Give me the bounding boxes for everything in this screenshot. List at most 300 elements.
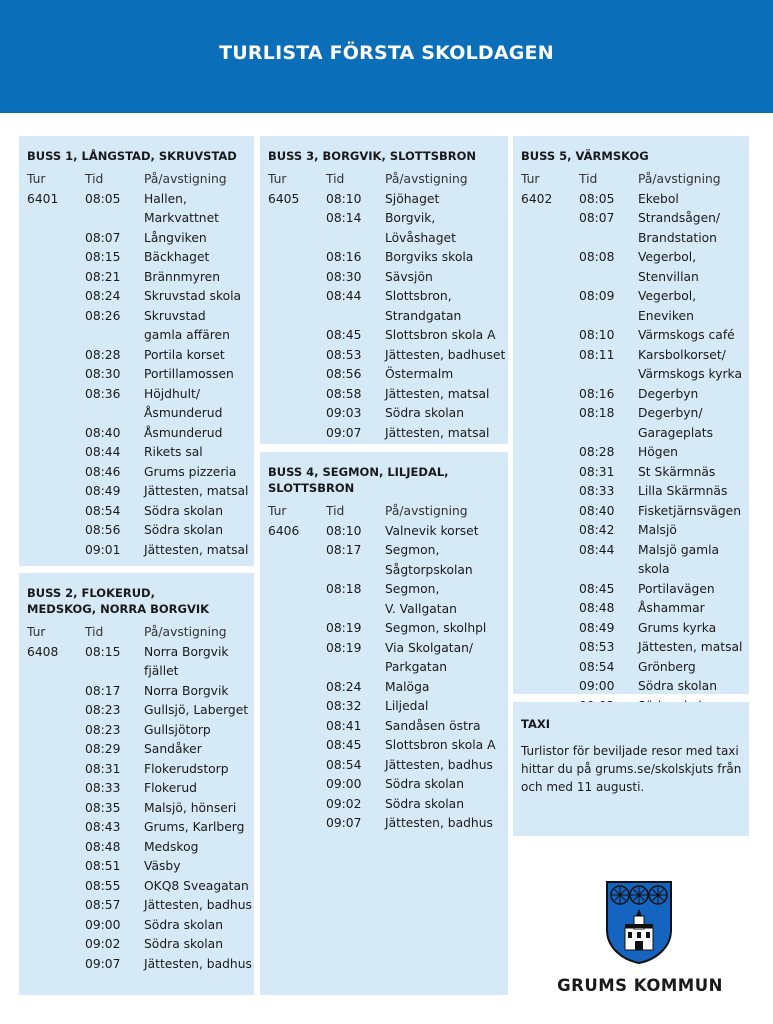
bus-4-table [268,502,508,834]
stop-cell: Slottsbron, [385,289,452,303]
stop-cell: Vegerbol, Stenvillan [638,250,699,284]
tur-cell [27,721,85,741]
stop-cell: Strandsågen/ [638,211,721,225]
table-row [521,326,749,346]
column-tid-header: Tid [326,172,345,186]
tid-cell: 09:00 [326,777,362,791]
table-row [268,697,508,717]
tid-cell: 08:45 [326,738,362,752]
tid-cell: 09:07 [326,425,362,440]
stop-cell: Grums pizzeria [144,464,237,479]
tid-cell: 08:10 [579,328,615,342]
stop-cell: Jättesten, matsal [385,425,490,440]
tid-cell: 08:21 [85,269,121,284]
tid-cell: 08:05 [85,191,121,206]
tid-cell: 08:43 [85,820,121,834]
column-plats-header: På/avstigning [144,625,227,639]
table-row [268,561,508,581]
tid-cell: 09:07 [85,956,121,971]
table-row [521,365,749,385]
tid-cell: 08:53 [579,640,615,654]
column-tur-header: Tur [27,172,46,186]
stop-cell: OKQ8 Sveagatan [144,878,249,893]
tur-cell [27,662,85,682]
tur-cell [268,775,326,795]
stop-cell: Åsmunderud [144,425,223,440]
table-row [27,955,254,975]
tid-cell: 08:26 [85,308,121,323]
tid-cell: 08:16 [326,250,362,264]
table-row [27,541,254,561]
table-row [521,677,749,697]
tur-cell [268,561,326,581]
tur-cell [521,443,579,463]
stop-cell: Degerbyn/ [638,406,703,420]
tid-cell: 08:49 [579,620,615,635]
tid-cell: 08:09 [579,289,615,303]
table-row [521,541,749,580]
tid-cell: 08:23 [85,703,121,717]
stop-cell: Södra skolan [385,406,464,420]
stop-cell: Degerbyn [638,386,699,401]
tid-cell: 08:45 [579,581,615,596]
stop-cell: Flokerudstorp [144,761,229,776]
tur-cell [268,346,326,366]
table-row [268,209,508,248]
stop-cell: Hallen, Markvattnet [144,191,219,225]
tid-cell: 08:19 [326,621,362,635]
stop-cell: Jättesten, badhus [144,898,252,912]
bus-2-table [27,623,254,974]
stop-cell: Grönberg [638,659,696,674]
bus-3-title: BUSS 3, BORGVIK, SLOTTSBRON [268,149,477,163]
tid-cell [579,424,638,444]
stop-cell: Flokerud [144,781,197,795]
table-row [268,717,508,737]
tur-cell [27,760,85,780]
stop-cell: Sävsjön [385,269,433,284]
tur-cell [521,677,579,697]
stop-cell: Parkgatan [385,660,448,674]
tid-cell: 08:35 [85,800,121,815]
tid-cell: 08:58 [326,386,362,401]
tur-cell [521,248,579,287]
table-row [27,463,254,483]
tid-cell: 08:51 [85,859,121,873]
stop-cell: Malsjö, hönseri [144,800,237,815]
tid-cell: 08:54 [326,757,362,772]
tid-cell: 08:18 [326,582,362,596]
tid-cell [326,600,385,620]
tur-cell [27,740,85,760]
tur-cell [521,463,579,483]
tur-cell [521,346,579,366]
stop-cell: Östermalm [385,367,454,381]
table-row [268,658,508,678]
table-row [268,756,508,776]
tid-cell: 08:57 [85,898,121,912]
tid-cell: 08:54 [579,659,615,674]
table-row [27,701,254,721]
tid-cell: 08:46 [85,464,121,479]
stop-cell: Portilavägen [638,581,715,596]
tur-cell [521,326,579,346]
tid-cell: 08:56 [85,523,121,537]
table-row [27,326,254,346]
tid-cell [579,365,638,385]
tur-cell [27,326,85,346]
tur-cell: 6405 [268,191,300,206]
table-row [268,346,508,366]
tur-cell [521,619,579,639]
stop-cell: Strandgatan [385,308,462,323]
table-row [27,779,254,799]
column-tur-header: Tur [268,172,287,186]
stop-cell: Brännmyren [144,269,221,284]
tid-cell [579,229,638,249]
tur-cell [268,756,326,776]
stop-cell: Jättesten, matsal [638,640,743,654]
taxi-text: Turlistor för beviljade resor med taxi hittar du på grums.se/skolskjuts från och med 11 augusti. [521,744,742,794]
tur-cell [268,795,326,815]
tur-cell [521,404,579,424]
table-row [521,599,749,619]
tid-cell [326,307,385,327]
stop-cell: V. Vallgatan [385,601,457,616]
tur-cell [521,229,579,249]
tur-cell [521,365,579,385]
table-row [521,502,749,522]
stop-cell: Södra skolan [144,503,223,518]
table-row [27,248,254,268]
column-plats-header: På/avstigning [385,504,468,518]
tur-cell [27,463,85,483]
tid-cell: 08:40 [85,425,121,440]
tur-cell [268,365,326,385]
tur-cell [268,268,326,288]
table-row [268,522,508,542]
table-row [268,404,508,424]
table-row [521,424,749,444]
tur-cell [521,287,579,326]
tid-cell: 08:17 [326,543,362,557]
tid-cell: 08:29 [85,742,121,756]
tur-cell: 6402 [521,191,553,206]
stop-cell: Väsby [144,859,181,873]
stop-cell: Jättesten, badhuset [385,347,506,362]
tur-cell [27,818,85,838]
table-row [27,307,254,327]
tid-cell: 09:00 [85,917,121,932]
tur-cell [268,404,326,424]
tur-cell [521,482,579,502]
table-row [27,916,254,936]
tur-cell [27,248,85,268]
tur-cell [521,541,579,580]
table-row [27,365,254,385]
tid-cell: 08:11 [579,347,615,362]
tid-cell: 08:18 [579,406,615,420]
table-row [521,463,749,483]
table-row [268,541,508,561]
column-tid-header: Tid [326,504,345,518]
column-tur-header: Tur [268,504,287,518]
table-row [27,935,254,955]
bus-3-table [268,170,508,443]
table-row [268,326,508,346]
table-row [27,287,254,307]
table-row [521,209,749,229]
stop-cell: Norra Borgvik [144,683,229,698]
stop-cell: Norra Borgvik [144,644,229,659]
tur-cell [521,385,579,405]
stop-cell: Åsmunderud [144,406,223,420]
table-row [27,838,254,858]
tid-cell: 08:15 [85,250,121,264]
table-row [521,385,749,405]
stop-cell: Södra skolan [638,679,717,693]
tur-cell [268,717,326,737]
tid-cell: 08:07 [579,211,615,225]
stop-cell: Borgvik, Lövåshaget [385,211,456,245]
tur-cell [27,916,85,936]
table-header [27,623,254,643]
tur-cell [268,658,326,678]
stop-cell: Malsjö [638,523,677,537]
tid-cell: 08:49 [85,484,121,498]
tid-cell: 08:24 [326,679,362,694]
column-plats-header: På/avstigning [385,172,468,186]
tur-cell [268,209,326,248]
table-row [27,482,254,502]
tid-cell: 08:07 [85,230,121,245]
tur-cell [268,326,326,346]
municipality-logo [553,880,727,1000]
tid-cell: 08:33 [85,781,121,795]
column-tid-header: Tid [579,172,598,186]
table-row [27,443,254,463]
table-row [27,760,254,780]
tid-cell: 09:07 [326,816,362,830]
table-row [521,658,749,678]
table-row [268,580,508,600]
table-row [27,346,254,366]
bus-1-title: BUSS 1, LÅNGSTAD, SKRUVSTAD [27,149,237,163]
table-row [268,424,508,444]
stop-cell: Brandstation [638,230,717,245]
tur-cell [27,424,85,444]
stop-cell: Södra skolan [144,523,223,537]
stop-cell: Portillamossen [144,367,234,381]
bus-2-panel [19,573,254,995]
stop-cell: Långviken [144,230,207,245]
table-row [27,740,254,760]
table-row [268,287,508,307]
stop-cell: fjället [144,664,179,678]
stop-cell: Jättesten, badhus [385,816,493,830]
tid-cell: 08:31 [579,464,615,479]
stop-cell: Sandåker [144,742,202,756]
stop-cell: Medskog [144,839,199,854]
stop-cell: Södra skolan [144,937,223,951]
tid-cell: 09:01 [85,542,121,557]
tur-cell [27,346,85,366]
table-row [27,896,254,916]
table-row [521,248,749,287]
tur-cell [27,877,85,897]
bus-3-panel [260,136,508,444]
tur-cell [521,580,579,600]
stop-cell: Jättesten, matsal [144,542,249,557]
bus-4-title: BUSS 4, SEGMON, LILJEDAL, SLOTTSBRON [268,465,449,495]
table-row [268,639,508,659]
grums-coat-of-arms-icon [605,880,673,964]
tid-cell: 08:31 [85,761,121,776]
table-row [27,857,254,877]
stop-cell: Värmskogs kyrka [638,367,743,381]
tid-cell: 08:23 [85,722,121,737]
table-row [268,814,508,834]
tur-cell [268,307,326,327]
tid-cell [85,326,144,346]
stop-cell: Skruvstad skola [144,289,242,303]
tur-cell [27,229,85,249]
tur-cell [27,799,85,819]
stop-cell: Värmskogs café [638,328,735,342]
tid-cell: 09:00 [579,679,615,693]
stop-cell: Jättesten, matsal [144,484,249,498]
stop-cell: Malsjö gamla skola [638,542,720,576]
bus-1-table [27,170,254,560]
page-header [0,0,773,113]
municipality-name: GRUMS KOMMUN [557,976,723,995]
tur-cell [27,287,85,307]
tid-cell: 08:44 [579,542,615,557]
tur-cell [521,638,579,658]
tur-cell [27,955,85,975]
stop-cell: Via Skolgatan/ [385,640,474,655]
stop-cell: St Skärmnäs [638,464,716,479]
tur-cell [27,443,85,463]
stop-cell: Åshammar [638,601,705,615]
tid-cell: 08:54 [85,503,121,518]
stop-cell: Grums kyrka [638,620,717,635]
tur-cell [268,424,326,444]
table-row [521,619,749,639]
column-tid-header: Tid [85,172,104,186]
table-row [521,521,749,541]
tid-cell: 08:32 [326,699,362,713]
table-row [27,502,254,522]
tur-cell [27,502,85,522]
stop-cell: Södra skolan [385,796,464,811]
tid-cell [85,404,144,424]
column-plats-header: På/avstigning [638,172,721,186]
table-row [521,346,749,366]
tur-cell [27,935,85,955]
tur-cell: 6408 [27,644,59,659]
taxi-title: TAXI [521,717,550,731]
tid-cell: 08:30 [326,269,362,284]
tur-cell [268,580,326,600]
tid-cell: 08:45 [326,328,362,342]
tid-cell: 09:02 [85,937,121,951]
stop-cell: Sågtorpskolan [385,562,473,577]
tur-cell [268,385,326,405]
stop-cell: Högen [638,445,678,459]
tur-cell [268,619,326,639]
stop-cell: Grums, Karlberg [144,820,245,834]
tid-cell: 08:40 [579,503,615,518]
stop-cell: Segmon, skolhpl [385,621,487,635]
table-row [268,385,508,405]
stop-cell: Garageplats [638,425,714,440]
tid-cell [326,561,385,581]
stop-cell: Valnevik korset [385,523,479,538]
stop-cell: Karsbolkorset/ [638,347,726,362]
table-row [521,229,749,249]
column-tid-header: Tid [85,625,104,639]
table-row [27,818,254,838]
tid-cell: 08:16 [579,386,615,401]
tid-cell: 08:17 [85,683,121,698]
tur-cell [268,600,326,620]
tur-cell [268,541,326,561]
table-row [268,600,508,620]
bus-5-panel [513,136,749,694]
bus-5-title: BUSS 5, VÄRMSKOG [521,149,649,163]
stop-cell: Malöga [385,679,430,694]
tur-cell [27,682,85,702]
tur-cell [27,779,85,799]
table-row [521,443,749,463]
table-row [268,795,508,815]
stop-cell: Borgviks skola [385,250,474,264]
tur-cell [27,701,85,721]
bus-5-table [521,170,749,736]
tid-cell: 08:30 [85,367,121,381]
tur-cell [27,404,85,424]
tur-cell [521,502,579,522]
stop-cell: Södra skolan [144,917,223,932]
tid-cell: 08:56 [326,367,362,381]
table-row [27,877,254,897]
stop-cell: Jättesten, badhus [144,956,252,971]
tid-cell [85,662,144,682]
table-row [27,229,254,249]
bus-2-title: BUSS 2, FLOKERUD, MEDSKOG, NORRA BORGVIK [27,586,210,616]
table-row [27,799,254,819]
tur-cell [27,268,85,288]
tur-cell [521,599,579,619]
tur-cell [268,639,326,659]
table-row [521,482,749,502]
tid-cell [326,658,385,678]
table-row [27,643,254,663]
table-row [268,307,508,327]
tid-cell: 09:03 [326,406,362,420]
table-row [27,721,254,741]
table-header [521,170,749,190]
tid-cell: 08:10 [326,523,362,538]
table-row [521,404,749,424]
tur-cell [27,385,85,405]
tid-cell: 08:44 [326,289,362,303]
tur-cell: 6401 [27,191,59,206]
tur-cell [521,658,579,678]
tid-cell: 08:42 [579,523,615,537]
table-row [268,736,508,756]
